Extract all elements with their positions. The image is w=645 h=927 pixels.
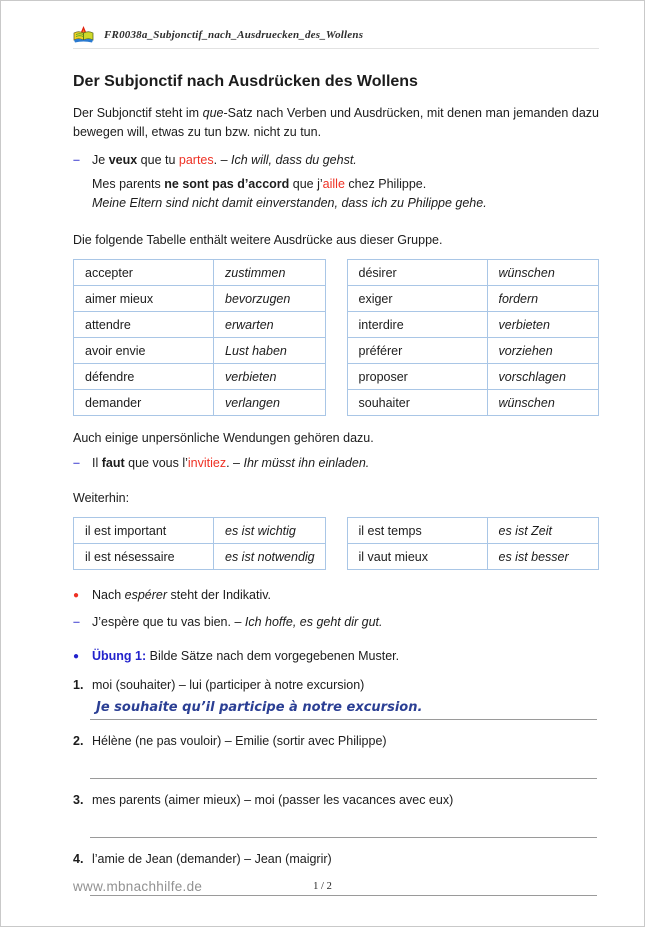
vocab-fr: exiger bbox=[347, 286, 487, 312]
item-number: 3. bbox=[73, 792, 84, 807]
dash-bullet: – bbox=[73, 152, 80, 167]
answer-line-3[interactable] bbox=[90, 810, 597, 838]
vocab-de: wünschen bbox=[487, 390, 599, 416]
example-1-text: Je veux que tu partes. – Ich will, dass du gehst. bbox=[92, 152, 357, 167]
phrase-table-right bbox=[347, 517, 600, 570]
table-row bbox=[347, 312, 599, 338]
example-3-text: Il faut que vous l’invitiez. – Ihr müsst ihn einladen. bbox=[92, 456, 370, 471]
table-row bbox=[347, 338, 599, 364]
vocab-fr: préférer bbox=[347, 338, 487, 364]
exercise-item-2 bbox=[73, 732, 599, 751]
blue-bullet-icon: ● bbox=[73, 651, 80, 662]
item-number: 4. bbox=[73, 851, 84, 866]
vocab-de: verlangen bbox=[214, 390, 326, 416]
table-row bbox=[347, 286, 599, 312]
item-text: mes parents (aimer mieux) – moi (passer les vacances avec eux) bbox=[92, 792, 454, 807]
dash-bullet: – bbox=[73, 614, 80, 629]
item-number: 1. bbox=[73, 678, 84, 693]
phrase-de: es ist notwendig bbox=[214, 544, 326, 570]
vocab-de: bevorzugen bbox=[214, 286, 326, 312]
example-2-de: Meine Eltern sind nicht damit einverstanden, dass ich zu Philippe gehe. bbox=[92, 196, 487, 211]
vocab-de: verbieten bbox=[214, 364, 326, 390]
vocab-de: erwarten bbox=[214, 312, 326, 338]
esperer-note bbox=[73, 586, 599, 605]
intro-text: Der Subjonctif steht im bbox=[73, 106, 203, 120]
open-book-logo-icon bbox=[73, 25, 94, 44]
table-row bbox=[74, 364, 326, 390]
exercise-heading bbox=[73, 647, 599, 666]
example-4-text: J’espère que tu vas bien. – Ich hoffe, es geht dir gut. bbox=[92, 614, 383, 629]
vocab-fr: avoir envie bbox=[74, 338, 214, 364]
table-row bbox=[74, 338, 326, 364]
vocab-de: vorziehen bbox=[487, 338, 599, 364]
page-title: Der Subjonctif nach Ausdrücken des Wollens bbox=[73, 73, 418, 90]
esperer-note-text: Nach espérer steht der Indikativ. bbox=[92, 588, 272, 603]
vocab-de: zustimmen bbox=[214, 260, 326, 286]
table-row bbox=[74, 286, 326, 312]
vocab-fr: aimer mieux bbox=[74, 286, 214, 312]
page-header bbox=[73, 25, 599, 49]
phrase-tables bbox=[73, 517, 599, 570]
example-2-fr: Mes parents ne sont pas d’accord que j’aille chez Philippe. bbox=[92, 176, 427, 191]
vocab-fr: défendre bbox=[74, 364, 214, 390]
table-row bbox=[347, 260, 599, 286]
weiterhin-label: Weiterhin: bbox=[73, 490, 130, 505]
table-row bbox=[74, 260, 326, 286]
intro-text-2: -Satz nach Verben und Ausdrücken, mit denen man jemanden dazu bewegen will, etwas zu tun bzw. nicht zu tun. bbox=[73, 106, 599, 139]
vocab-table-intro: Die folgende Tabelle enthält weitere Ausdrücke aus dieser Gruppe. bbox=[73, 232, 443, 247]
table-row bbox=[74, 390, 326, 416]
table-row bbox=[74, 544, 326, 570]
exercise-item-3 bbox=[73, 791, 599, 810]
item-text: moi (souhaiter) – lui (participer à notre excursion) bbox=[92, 678, 365, 693]
vocab-de: wünschen bbox=[487, 260, 599, 286]
phrase-fr: il est important bbox=[74, 518, 214, 544]
example-3 bbox=[73, 454, 599, 473]
vocab-fr: désirer bbox=[347, 260, 487, 286]
vocab-fr: attendre bbox=[74, 312, 214, 338]
phrase-de: es ist wichtig bbox=[214, 518, 326, 544]
answer-line-2[interactable] bbox=[90, 751, 597, 779]
footer-website-link[interactable]: www.mbnachhilfe.de bbox=[73, 879, 203, 894]
item-number: 2. bbox=[73, 734, 84, 749]
phrase-fr: il vaut mieux bbox=[347, 544, 487, 570]
item-text: l’amie de Jean (demander) – Jean (maigrir) bbox=[92, 851, 332, 866]
phrase-fr: il est temps bbox=[347, 518, 487, 544]
exercise-instruction: Bilde Sätze nach dem vorgegebenen Muster. bbox=[146, 649, 400, 663]
exercise-heading-text bbox=[92, 647, 399, 666]
table-row bbox=[74, 518, 326, 544]
dash-bullet: – bbox=[73, 456, 80, 471]
example-4-line bbox=[73, 613, 599, 632]
phrase-fr: il est nésessaire bbox=[74, 544, 214, 570]
esperer-note-line bbox=[73, 586, 599, 605]
exercise-item-4 bbox=[73, 850, 599, 869]
exercise-label: Übung 1: bbox=[92, 649, 147, 663]
phrase-table-left bbox=[73, 517, 326, 570]
phrase-de: es ist besser bbox=[487, 544, 599, 570]
vocab-tables bbox=[73, 259, 599, 416]
table-row bbox=[347, 390, 599, 416]
vocab-fr: accepter bbox=[74, 260, 214, 286]
example-3-line bbox=[73, 454, 599, 473]
table-row bbox=[347, 518, 599, 544]
phrase-de: es ist Zeit bbox=[487, 518, 599, 544]
vocab-fr: souhaiter bbox=[347, 390, 487, 416]
table-row bbox=[74, 312, 326, 338]
answer-line-1[interactable] bbox=[90, 697, 597, 720]
example-4 bbox=[73, 613, 599, 632]
handwritten-answer: Je souhaite qu’il participe à notre excursion. bbox=[96, 700, 423, 716]
impersonal-intro: Auch einige unpersönliche Wendungen gehören dazu. bbox=[73, 431, 374, 446]
intro-que-italic: que bbox=[202, 106, 224, 120]
item-text: Hélène (ne pas vouloir) – Emilie (sortir avec Philippe) bbox=[92, 734, 387, 749]
vocab-de: fordern bbox=[487, 286, 599, 312]
table-row bbox=[347, 544, 599, 570]
exercise-heading-line bbox=[73, 647, 599, 666]
vocab-de: vorschlagen bbox=[487, 364, 599, 390]
table-row bbox=[347, 364, 599, 390]
vocab-fr: interdire bbox=[347, 312, 487, 338]
vocab-fr: demander bbox=[74, 390, 214, 416]
red-bullet-icon: ● bbox=[73, 590, 80, 602]
intro-paragraph bbox=[73, 104, 599, 142]
vocab-fr: proposer bbox=[347, 364, 487, 390]
example-1-line bbox=[73, 151, 599, 170]
document-filename: FR0038a_Subjonctif_nach_Ausdruecken_des_Wollens bbox=[104, 28, 364, 41]
vocab-table-left bbox=[73, 259, 326, 416]
exercise-item-1 bbox=[73, 676, 599, 695]
example-2 bbox=[73, 175, 599, 214]
vocab-de: verbieten bbox=[487, 312, 599, 338]
example-1 bbox=[73, 151, 599, 170]
vocab-de: Lust haben bbox=[214, 338, 326, 364]
page-number: 1 / 2 bbox=[313, 881, 332, 892]
vocab-table-right bbox=[347, 259, 600, 416]
